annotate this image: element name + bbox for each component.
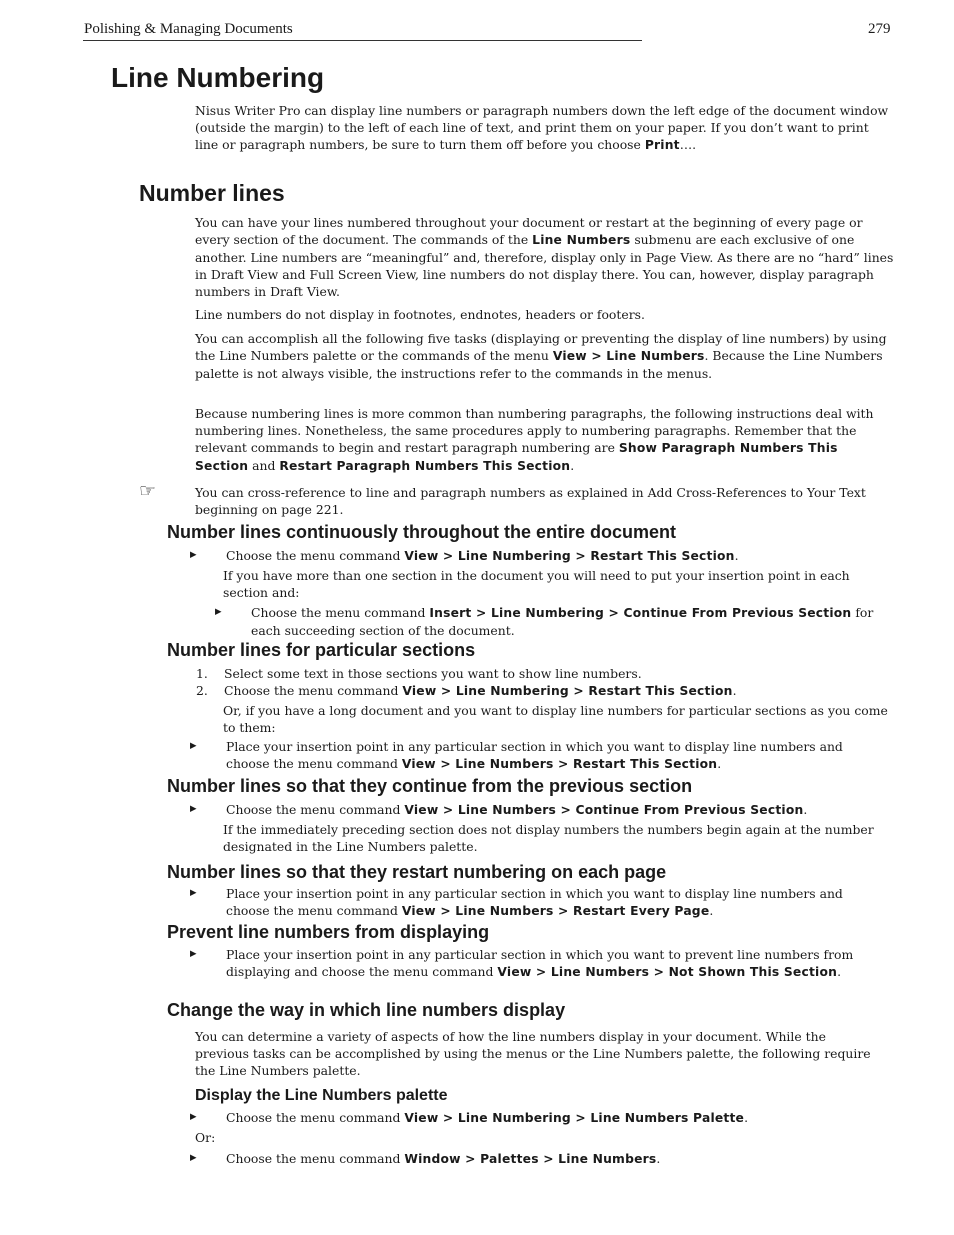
list-number: 2. xyxy=(196,683,208,698)
continuous-step-1: Choose the menu command View > Line Numbering > Restart This Section. xyxy=(226,548,739,563)
subheading-display-palette: Display the Line Numbers palette xyxy=(195,1087,448,1104)
continuous-paragraph: If you have more than one section in the document you will need to put your insertion point in each section and: xyxy=(223,568,850,600)
bullet-icon: ▶ xyxy=(190,949,197,959)
heading-restart-each-page: Number lines so that they restart numbering on each page xyxy=(167,862,667,882)
bullet-icon: ▶ xyxy=(190,804,197,814)
particular-step-3: Place your insertion point in any particular section in which you want to display line numbers and choose the menu command View > Line Numbers > Restart This Section. xyxy=(226,739,843,771)
pointing-hand-icon: ☞ xyxy=(139,480,157,502)
bullet-icon: ▶ xyxy=(190,550,197,560)
section-heading-number-lines: Number lines xyxy=(139,180,285,206)
heading-continue-previous: Number lines so that they continue from the previous section xyxy=(167,776,693,796)
change-paragraph: You can determine a variety of aspects of how the line numbers display in your document. While the previous tasks can be accomplished by using the menus or the Line Numbers palette, the following require the Line Numbers palette. xyxy=(195,1029,871,1078)
particular-step-2: Choose the menu command View > Line Numbering > Restart This Section. xyxy=(224,683,737,698)
or-text: Or: xyxy=(195,1130,216,1145)
bullet-icon: ▶ xyxy=(190,741,197,751)
running-header: Polishing & Managing Documents xyxy=(84,21,293,37)
number-lines-paragraph-3: You can accomplish all the following five tasks (displaying or preventing the display of line numbers) by using the Line Numbers palette or the commands of the menu View > Line Numbers. Because the Line Numbers palette is not always visible, the instructions refer to the commands in the menus. xyxy=(195,331,887,381)
note-paragraph: You can cross-reference to line and paragraph numbers as explained in Add Cross-References to Your Text beginning on page 221. xyxy=(195,485,866,517)
continuous-step-2: Choose the menu command Insert > Line Numbering > Continue From Previous Section for each succeeding section of the document. xyxy=(251,605,874,638)
particular-step-1: Select some text in those sections you want to show line numbers. xyxy=(224,666,642,681)
bullet-icon: ▶ xyxy=(190,888,197,898)
restart-page-step: Place your insertion point in any particular section in which you want to display line numbers and choose the menu command View > Line Numbers > Restart Every Page. xyxy=(226,886,843,918)
particular-paragraph: Or, if you have a long document and you want to display line numbers for particular sections as you come to them: xyxy=(223,703,888,735)
palette-step-2: Choose the menu command Window > Palettes > Line Numbers. xyxy=(226,1151,661,1166)
heading-number-lines-continuously: Number lines continuously throughout the entire document xyxy=(167,522,677,542)
header-rule xyxy=(83,40,642,41)
page-number: 279 xyxy=(868,21,891,37)
bullet-icon: ▶ xyxy=(215,607,222,617)
prevent-step: Place your insertion point in any particular section in which you want to prevent line numbers from displaying and choose the menu command View > Line Numbers > Not Shown This Section. xyxy=(226,947,854,979)
heading-prevent-display: Prevent line numbers from displaying xyxy=(167,922,490,942)
number-lines-paragraph-1: You can have your lines numbered throughout your document or restart at the beginning of every page or every section of the document. The commands of the Line Numbers submenu are each exclusive of one another. Line numbers are “meaningful” and, therefore, display only in Page View. As there are no “hard” lines in Draft View and Full Screen View, line numbers do not display there. You can, however, display paragraph numbers in Draft View. xyxy=(195,215,894,299)
number-lines-paragraph-4: Because numbering lines is more common than numbering paragraphs, the following instructions deal with numbering lines. Nonetheless, the same procedures apply to numbering paragraphs. Remember that the relevant commands to begin and restart paragraph numbering are Show Paragraph Numbers This Section and Restart Paragraph Numbers This Section. xyxy=(195,406,874,473)
intro-paragraph: Nisus Writer Pro can display line numbers or paragraph numbers down the left edge of the document window (outside the margin) to the left of each line of text, and print them on your paper. If you don’t want to print line or paragraph numbers, be sure to turn them off before you choose Print…. xyxy=(195,103,889,152)
continue-previous-step: Choose the menu command View > Line Numbers > Continue From Previous Section. xyxy=(226,802,808,817)
continue-previous-paragraph: If the immediately preceding section does not display numbers the numbers begin again at the number designated in the Line Numbers palette. xyxy=(223,822,874,854)
list-number: 1. xyxy=(196,666,208,681)
bullet-icon: ▶ xyxy=(190,1153,197,1163)
number-lines-paragraph-2: Line numbers do not display in footnotes, endnotes, headers or footers. xyxy=(195,307,645,322)
page-title: Line Numbering xyxy=(111,62,325,93)
heading-change-display: Change the way in which line numbers display xyxy=(167,1000,566,1020)
bullet-icon: ▶ xyxy=(190,1112,197,1122)
heading-particular-sections: Number lines for particular sections xyxy=(167,640,476,660)
palette-step-1: Choose the menu command View > Line Numbering > Line Numbers Palette. xyxy=(226,1110,749,1125)
